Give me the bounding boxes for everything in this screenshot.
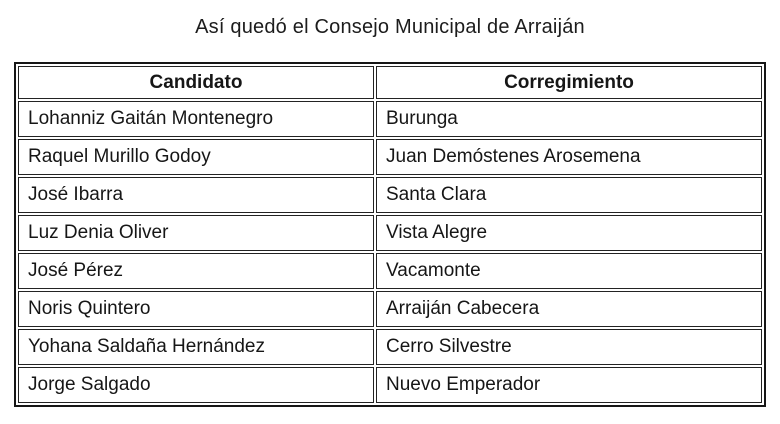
table-row [18,177,762,213]
corregimiento-cell: Santa Clara [376,177,762,213]
candidate-cell: Jorge Salgado [18,367,374,403]
header-corregimiento: Corregimiento [376,66,762,99]
corregimiento-cell: Cerro Silvestre [376,329,762,365]
council-results-table [14,62,766,407]
table-row [18,101,762,137]
header-candidato: Candidato [18,66,374,99]
table-row [18,367,762,403]
candidate-cell: Yohana Saldaña Hernández [18,329,374,365]
table-row [18,139,762,175]
table-body [18,101,762,403]
candidate-cell: Noris Quintero [18,291,374,327]
candidate-cell: Raquel Murillo Godoy [18,139,374,175]
corregimiento-cell: Juan Demóstenes Arosemena [376,139,762,175]
candidate-cell: José Pérez [18,253,374,289]
corregimiento-cell: Nuevo Emperador [376,367,762,403]
corregimiento-cell: Arraiján Cabecera [376,291,762,327]
candidate-cell: José Ibarra [18,177,374,213]
corregimiento-cell: Vista Alegre [376,215,762,251]
page-title: Así quedó el Consejo Municipal de Arraiján [195,16,585,38]
table-row [18,215,762,251]
candidate-cell: Luz Denia Oliver [18,215,374,251]
table-header [18,66,762,99]
table-row [18,291,762,327]
table-row [18,253,762,289]
header-row [18,66,762,99]
table-row [18,329,762,365]
corregimiento-cell: Burunga [376,101,762,137]
candidate-cell: Lohanniz Gaitán Montenegro [18,101,374,137]
corregimiento-cell: Vacamonte [376,253,762,289]
